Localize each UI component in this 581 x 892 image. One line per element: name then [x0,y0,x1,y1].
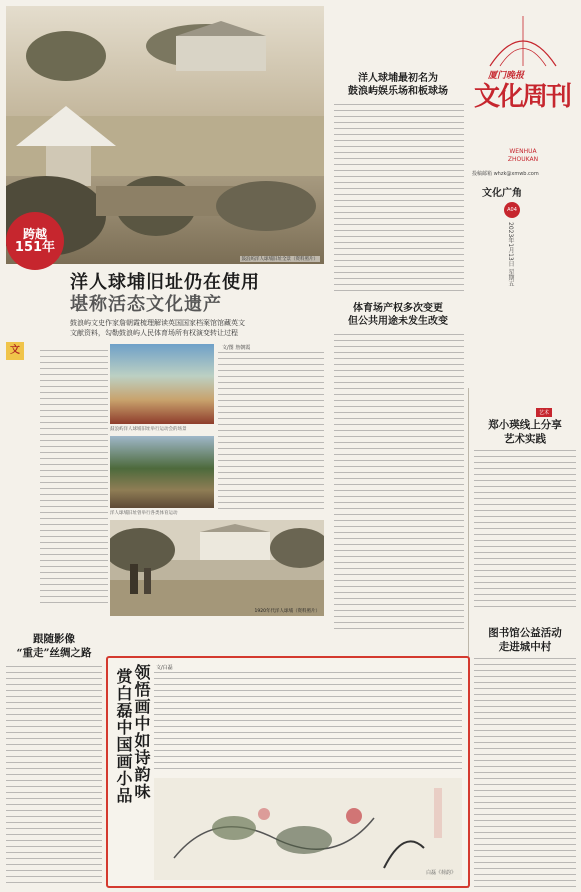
masthead-pinyin: WENHUA ZHOUKAN [507,148,539,163]
masthead [470,6,576,336]
badge-line1: 跨越 [22,227,47,241]
feature-painting [154,778,462,880]
mid-photo-2 [110,436,214,508]
painting-caption: 白磊《荷韵》 [425,870,456,876]
library-title-line1: 图书馆公益活动 [488,627,562,639]
main-subtitle-2: 文献资料，勾勒鼓浪屿人民体育场所有权演变转让过程 [70,329,238,337]
art-title-line1: 郑小瑛线上分享 [488,419,562,431]
masthead-title: 文化周刊 [474,82,571,112]
library-text [474,658,576,888]
art-title-line2: 艺术实践 [504,433,546,445]
main-title-2: 堪称活态文化遗产 [70,294,222,315]
feature-title-col1: 领悟画中如诗韵味 [132,664,151,800]
byline-tag: 文 [6,342,24,360]
side-text-2 [334,334,464,634]
top-photo-caption: 鼓浪屿洋人球埔旧址全景（资料照片） [241,257,318,262]
painting-art [154,778,462,880]
main-text-col1 [40,350,108,608]
feature-box [106,656,470,888]
side-headline-2 [334,302,462,328]
library-title-line2: 走进城中村 [498,641,552,653]
byline: 文/图 詹朝霞 [222,345,251,351]
side-text-1 [334,104,464,294]
bottom-mid-photo [110,520,324,616]
side-headline-2-line2: 但公共用途未发生改变 [348,316,448,327]
anniversary-badge [6,212,64,270]
issue-date: 2023年1月13日 星期五 [507,222,514,287]
silk-road-title [6,632,102,660]
main-text-col2 [218,352,324,512]
page-number-badge [504,202,520,218]
side-headline-2-line1: 体育场产权多次变更 [353,303,443,314]
feature-text [154,672,462,772]
main-subtitle-1: 鼓浪屿文史作家詹朝霞梳理解读英国国家档案馆馆藏英文 [70,319,245,327]
art-text [474,450,576,610]
main-title-1: 洋人球埔旧址仍在使用 [70,272,260,293]
city-label: 厦门晚报 [488,71,525,81]
art-tag: 艺术 [536,408,552,417]
silk-road-title-line1: 跟随影像 [33,633,75,645]
mid-photo-2-caption: 洋人球埔旧址曾举行各类体育运动 [110,511,178,516]
side-headline-1-line2: 鼓浪屿娱乐场和板球场 [348,86,448,97]
feature-byline: 文/白磊 [156,665,173,671]
feature-title-col2: 赏白磊中国画小品 [114,668,133,804]
library-title [474,626,576,654]
ornament-icon [470,6,576,76]
side-headline-1-line1: 洋人球埔最初名为 [358,73,438,84]
bottom-mid-photo-caption: 1920年代洋人球埔（资料照片） [254,609,320,614]
side-headline-1 [334,72,462,98]
silk-road-text [6,666,102,888]
page-number: A04 [507,207,517,213]
mid-photo-1-caption: 鼓浪屿洋人球埔旧址举行运动会的场景 [110,427,187,432]
silk-road-title-line2: “重走”丝绸之路 [16,647,92,659]
mid-photo-1 [110,344,214,424]
section-name: 文化广角 [482,188,522,199]
art-title [474,418,576,446]
badge-line2: 151年 [14,240,56,255]
bottom-mid-scene [110,520,324,616]
email: 投稿邮箱 whzk@xmwb.com [472,171,539,177]
